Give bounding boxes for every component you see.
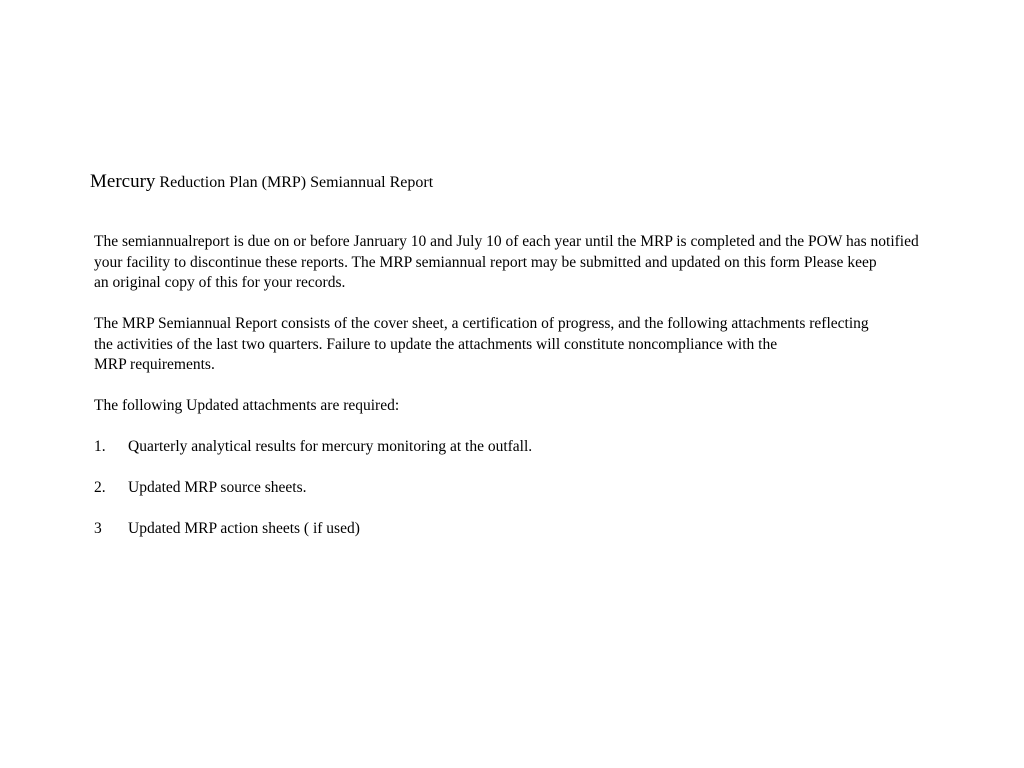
document-body <box>94 232 1014 540</box>
attachments-intro: The following Updated attachments are required: <box>94 397 400 414</box>
list-item <box>94 437 1014 458</box>
title-rest: Reduction Plan (MRP) Semiannual Report <box>155 174 434 191</box>
paragraph-due-date <box>94 232 1014 294</box>
list-item-text: Quarterly analytical results for mercury monitoring at the outfall. <box>128 438 533 455</box>
paragraph-report-contents <box>94 314 1014 376</box>
attachments-list <box>94 437 1014 540</box>
paragraph-line: the activities of the last two quarters. Failure to update the attachments will constitute noncompliance with the <box>94 335 778 353</box>
list-item-text: Updated MRP action sheets ( if used) <box>128 520 360 537</box>
paragraph-line: The semiannualreport is due on or before Janruary 10 and July 10 of each year until the MRP is completed and the POW has notified <box>94 233 919 250</box>
paragraph-line: The MRP Semiannual Report consists of the cover sheet, a certification of progress, and the following attachments reflecting <box>94 315 869 332</box>
list-item <box>94 478 1014 499</box>
list-item <box>94 519 1014 540</box>
list-item-number: 2. <box>94 479 106 496</box>
list-item-text: Updated MRP source sheets. <box>128 479 307 496</box>
paragraph-line: an original copy of this for your records. <box>94 274 346 291</box>
list-item-number: 1. <box>94 438 106 455</box>
paragraph-line: MRP requirements. <box>94 356 215 373</box>
paragraph-line: your facility to discontinue these reports. The MRP semiannual report may be submitted and updated on this form Please keep <box>94 253 877 271</box>
title-word-mercury: Mercury <box>90 171 156 192</box>
document-title <box>90 170 433 195</box>
list-item-number: 3 <box>94 520 102 537</box>
